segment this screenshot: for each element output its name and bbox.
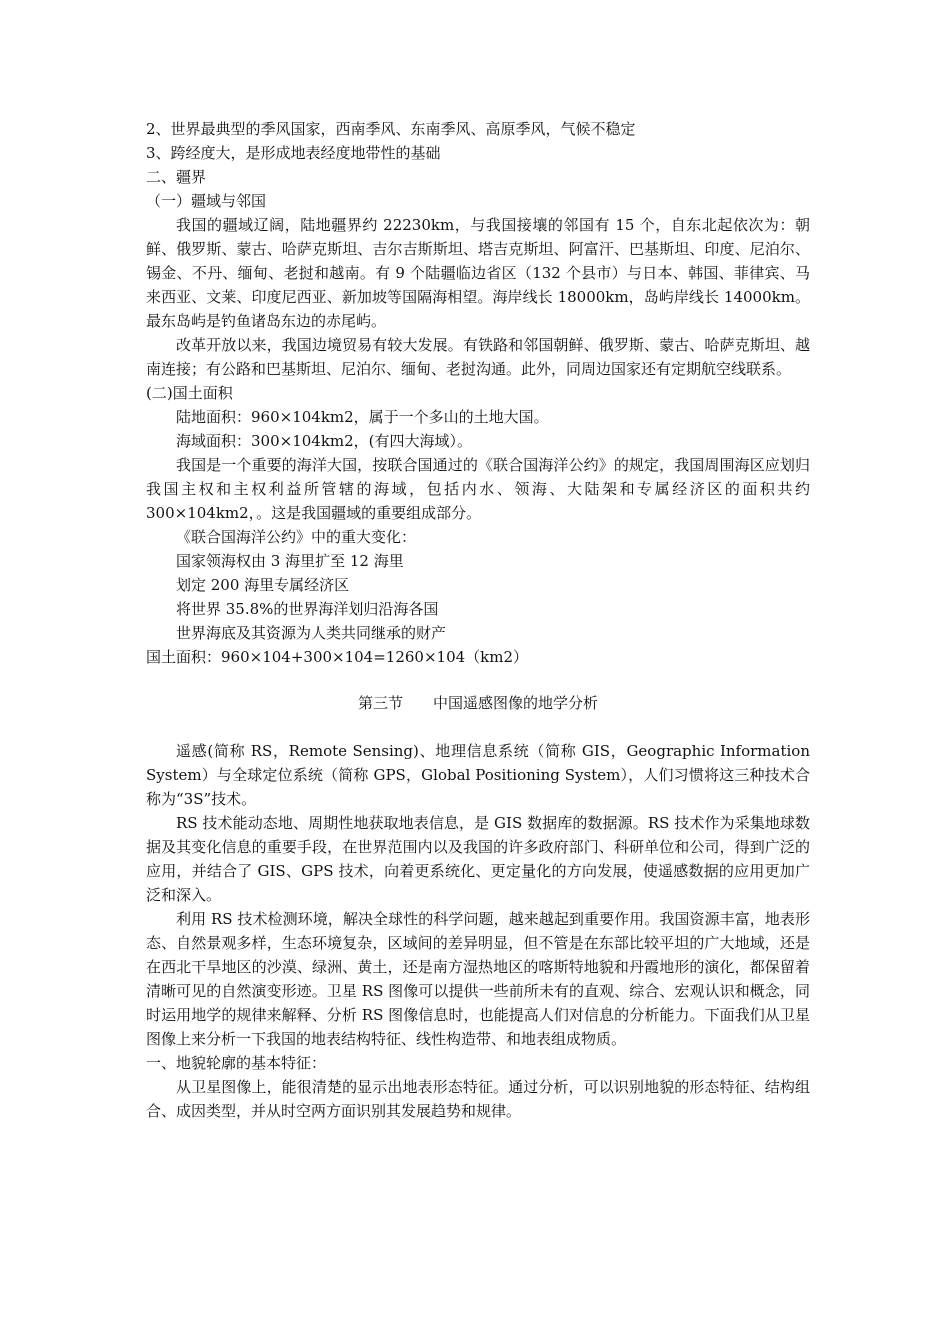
list-item: 将世界 35.8%的世界海洋划归沿海各国 [176, 600, 439, 618]
list-item: 划定 200 海里专属经济区 [176, 576, 350, 594]
list-item: 世界海底及其资源为人类共同继承的财产 [176, 624, 447, 642]
text-total-area: 国土面积：960×104+300×104=1260×104（km2） [146, 648, 529, 666]
subheading-landform: 一、地貌轮廓的基本特征： [146, 1054, 327, 1072]
subheading-area: (二)国土面积 [146, 384, 233, 402]
text-line-longitude: 3、跨经度大，是形成地表经度地带性的基础 [146, 144, 441, 162]
list-item: 《联合国海洋公约》中的重大变化： [176, 528, 417, 546]
paragraph-trade: 改革开放以来，我国边境贸易有较大发展。有铁路和邻国朝鲜、俄罗斯、蒙古、哈萨克斯坦、越南连接；有公路和巴基斯坦、尼泊尔、缅甸、老挝沟通。此外，同周边国家还有定期航空线联系。 [146, 336, 810, 378]
section-title: 第三节 中国遥感图像的地学分析 [357, 694, 598, 712]
paragraph-rs: RS 技术能动态地、周期性地获取地表信息，是 GIS 数据库的数据源。RS 技术作为采集地球数据及其变化信息的重要手段，在世界范围内以及我国的许多政府部门、科研单位和公司，得到广泛的应用，并结合了 GIS、GPS 技术，向着更系统化、更定量化的方向发展，使遥感数据的应用更加广泛和深入。 [146, 814, 810, 904]
text-sea-area: 海域面积：300×104km2，(有四大海域）。 [176, 432, 473, 450]
document-page [146, 117, 810, 1123]
text-line-monsoon: 2、世界最典型的季风国家，西南季风、东南季风、高原季风，气候不稳定 [146, 120, 636, 138]
subheading-territory: （一）疆域与邻国 [146, 192, 267, 210]
paragraph-3s: 遥感(简称 RS，Remote Sensing)、地理信息系统（简称 GIS，Geographic Information System）与全球定位系统（简称 GPS，Global Positioning System），人们习惯将这三种技术合称为“3S”技术。 [146, 742, 810, 808]
paragraph-landform: 从卫星图像上，能很清楚的显示出地表形态特征。通过分析，可以识别地貌的形态特征、结构组合、成因类型，并从时空两方面识别其发展趋势和规律。 [146, 1078, 810, 1120]
text-land-area: 陆地面积：960×104km2，属于一个多山的土地大国。 [176, 408, 549, 426]
paragraph-border: 我国的疆域辽阔，陆地疆界约 22230km，与我国接壤的邻国有 15 个，自东北起依次为：朝鲜、俄罗斯、蒙古、哈萨克斯坦、吉尔吉斯斯坦、塔吉克斯坦、阿富汗、巴基斯坦、印度、尼泊尔、锡金、不丹、缅甸、老挝和越南。有 9 个陆疆临边省区（132 个县市）与日本、韩国、菲律宾、马来西亚、文莱、印度尼西亚、新加坡等国隔海相望。海岸线长 18000km，岛屿岸线长 14000km。最东岛屿是钓鱼诸岛东边的赤尾屿。 [146, 216, 810, 330]
paragraph-ocean: 我国是一个重要的海洋大国，按联合国通过的《联合国海洋公约》的规定，我国周围海区应划归我国主权和主权利益所管辖的海域，包括内水、领海、大陆架和专属经济区的面积共约 300×104km2，。这是我国疆域的重要组成部分。 [146, 456, 810, 522]
list-item: 国家领海权由 3 海里扩至 12 海里 [176, 552, 404, 570]
heading-borders: 二、疆界 [146, 168, 207, 186]
paragraph-environment: 利用 RS 技术检测环境，解决全球性的科学问题，越来越起到重要作用。我国资源丰富，地表形态、自然景观多样，生态环境复杂，区域间的差异明显，但不管是在东部比较平坦的广大地域，还是在西北干旱地区的沙漠、绿洲、黄土，还是南方湿热地区的喀斯特地貌和丹霞地形的演化，都保留着清晰可见的自然演变形迹。卫星 RS 图像可以提供一些前所未有的直观、综合、宏观认识和概念，同时运用地学的规律来解释、分析 RS 图像信息时，也能提高人们对信息的分析能力。下面我们从卫星图像上来分析一下我国的地表结构特征、线性构造带、和地表组成物质。 [146, 910, 810, 1048]
